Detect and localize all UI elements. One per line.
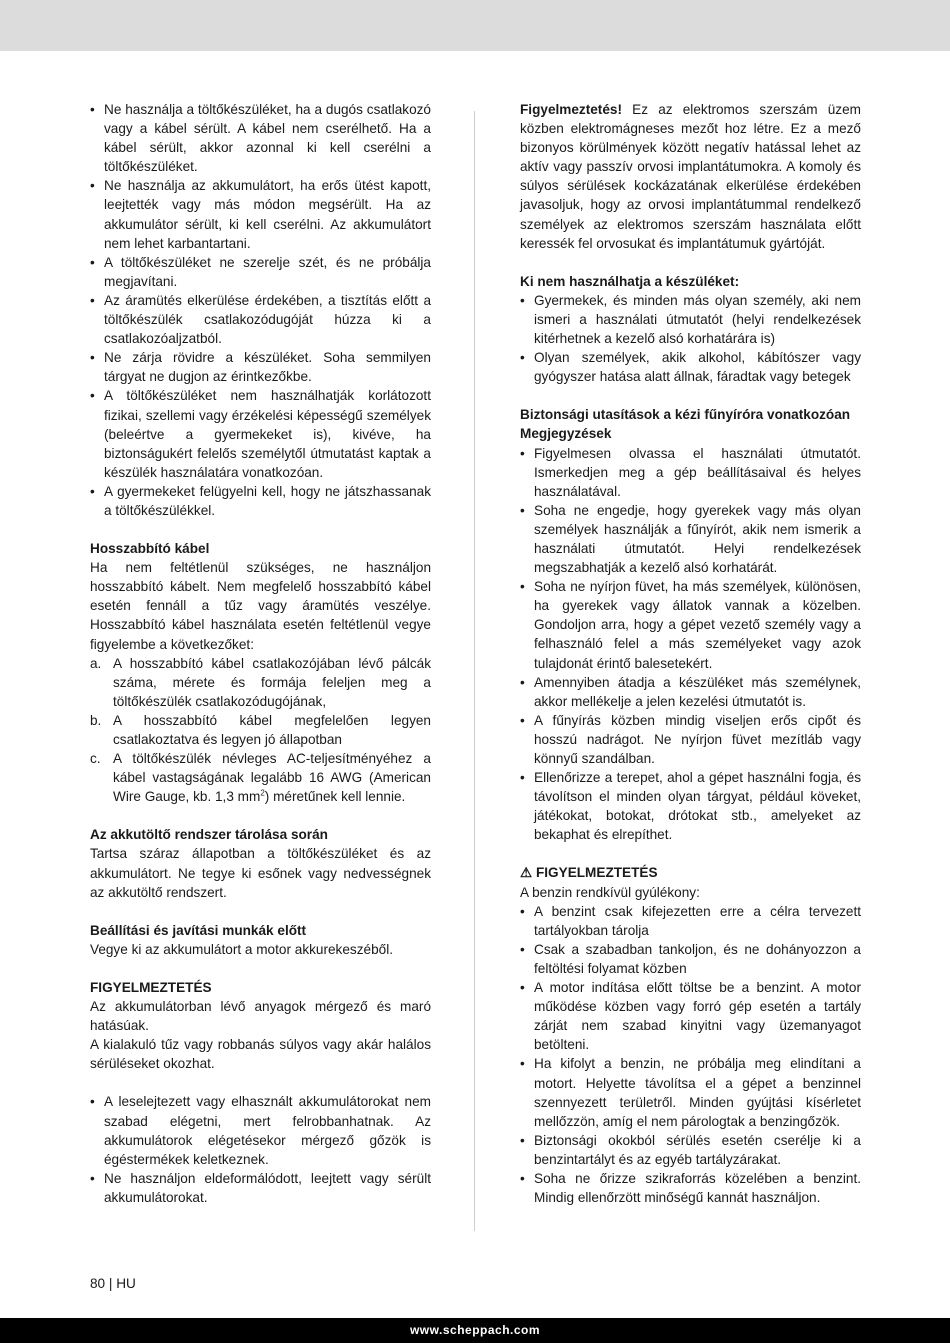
bullet-icon: •: [520, 502, 525, 518]
list-item: • Soha ne nyírjon füvet, ha más személyek, különösen, ha gyerekek vagy állatok vannak a közelben. Gondoljon arra, hogy a gépet vezető személy vagy a felhasználó felel a más személyeket vagy azok tulajdonát érintő balesetekért.: [520, 579, 861, 671]
list-item: • A leselejtezett vagy elhasznált akkumulátorokat nem szabad elégetni, mert felrobbanhatnak. Az akkumulátorok elégetésekor mérgező gőzök is égéstermékek keletkeznek.: [90, 1094, 431, 1167]
extension-cable-list: [90, 654, 431, 807]
bullet-icon: •: [520, 292, 525, 308]
footer-bar: [0, 1318, 950, 1343]
setup-heading: Beállítási és javítási munkák előtt: [90, 922, 307, 938]
notes-heading: Megjegyzések: [520, 426, 612, 442]
list-item: • Ha kifolyt a benzin, ne próbálja meg elindítani a motort. Helyette távolítsa el a gépet a benzinnel szennyezett területről. Minden gyújtási kísérletet mellőzzön, amíg el nem párologtak a benzingőzök.: [520, 1056, 861, 1129]
fuel-list: [520, 902, 861, 1208]
bullet-icon: •: [90, 254, 95, 270]
setup-text: Vegye ki az akkumulátort a motor akkurekeszéből.: [90, 941, 393, 957]
list-marker: c.: [90, 751, 101, 767]
storage-heading: Az akkutöltő rendszer tárolása során: [90, 827, 328, 843]
list-marker: b.: [90, 712, 102, 728]
list-item: • Gyermekek, és minden más olyan személy, aki nem ismeri a használati útmutatót (helyi rendelkezések kitérhetnek a kezelő alsó korhatárára is): [520, 292, 861, 347]
battery-disposal-list: [90, 1092, 431, 1207]
emf-warning-label: Figyelmeztetés!: [520, 102, 622, 117]
bullet-icon: •: [90, 388, 95, 404]
bullet-icon: •: [520, 445, 525, 461]
bullet-icon: •: [90, 483, 95, 499]
list-marker: a.: [90, 655, 102, 671]
storage-text: Tartsa száraz állapotban a töltőkészüléket és az akkumulátort. Ne tegye ki esőnek vagy nedvességnek az akkutöltő rendszert.: [90, 846, 431, 900]
bullet-icon: •: [90, 1170, 95, 1186]
right-column: [520, 100, 861, 1207]
bullet-icon: •: [90, 178, 95, 194]
bullet-icon: •: [520, 674, 525, 690]
list-item: • A motor indítása előtt töltse be a benzint. A motor működése közben vagy forró gép esetén a tartály zárját nem szabad kinyitni vagy üzemanyagot betölteni.: [520, 980, 861, 1053]
notes-list: [520, 444, 861, 845]
bullet-icon: •: [520, 579, 525, 595]
list-item: • A töltőkészüléket nem használhatják korlátozott fizikai, szellemi vagy érzékelési képességű személyek (beleértve a gyermekeket is), kivéve, ha biztonságukért felelős személytől útmutatást kaptak a készülék használatára vonatkozóan.: [90, 388, 431, 480]
list-item: • Ellenőrizze a terepet, ahol a gépet használni fogja, és távolítson el minden olyan tárgyat, például köveket, játékokat, botokat, drótokat stb., amelyeket az bekaphat és elrepíthet.: [520, 770, 861, 843]
bullet-icon: •: [520, 1132, 525, 1148]
bullet-icon: •: [520, 770, 525, 786]
column-divider: [474, 111, 475, 1231]
page-number: 80 | HU: [90, 1276, 136, 1291]
list-item: • Amennyiben átadja a készüléket más személynek, akkor mellékelje a jelen kezelési útmutatót is.: [520, 674, 861, 709]
list-item: • Soha ne őrizze szikraforrás közelében a benzint. Mindig ellenőrzött minőségű kannát használjon.: [520, 1170, 861, 1206]
list-item: • A fűnyírás közben mindig viseljen erős cipőt és hosszú nadrágot. Ne nyírjon füvet mezítláb vagy könnyű szandálban.: [520, 712, 861, 766]
bullet-icon: •: [90, 1094, 95, 1110]
fuel-intro: A benzin rendkívül gyúlékony:: [520, 884, 700, 900]
left-column: [90, 100, 431, 1207]
bullet-icon: •: [520, 712, 525, 728]
list-item: • A benzint csak kifejezetten erre a célra tervezett tartályokban tárolja: [520, 903, 861, 938]
warning-text: Az akkumulátorban lévő anyagok mérgező és maró hatásúak.: [90, 999, 431, 1034]
warning-triangle-icon: ⚠: [520, 865, 533, 881]
list-item: • Ne használjon eldeformálódott, leejtett vagy sérült akkumulátorokat.: [90, 1170, 431, 1205]
top-header-bar: [0, 0, 950, 51]
list-item: a. A hosszabbító kábel csatlakozójában lévő pálcák száma, mérete és formája feleljen meg a töltőkészülék csatlakozódugójának,: [90, 655, 431, 709]
charger-safety-list: [90, 100, 431, 520]
warning-heading: FIGYELMEZTETÉS: [90, 979, 212, 995]
list-item: b. A hosszabbító kábel megfelelően legyen csatlakoztatva és legyen jó állapotban: [90, 712, 431, 747]
list-item: c. A töltőkészülék névleges AC-teljesítményéhez a kábel vastagságának legalább 16 AWG (American Wire Gauge, kb. 1,3 $mm^2$) méretűnek kell lennie.: [90, 751, 431, 805]
emf-warning-paragraph: Figyelmeztetés! Ez az elektromos szerszám üzem közben elektromágneses mezőt hoz létre. Ez a mező bizonyos körülmények között negatív hatással lehet az aktív vagy passzív orvosi implantátumokra. A komoly és súlyos sérülések kockázatának elkerülése érdekében javasoljuk, hogy az orvosi implantátummal rendelkező személyek az elektromos szerszám használata előtt keressék fel orvosukat és implantátumuk gyártóját.: [520, 102, 861, 251]
extension-cable-text: Ha nem feltétlenül szükséges, ne használjon hosszabbító kábelt. Nem megfelelő hosszabbító kábel esetén fennáll a tűz vagy áramütés veszélye. Hosszabbító kábel használata esetén feltétlenül vegye figyelembe a következőket:: [90, 560, 431, 652]
list-item: • Csak a szabadban tankoljon, és ne dohányozzon a feltöltési folyamat közben: [520, 941, 861, 976]
list-item: • Ne használja a töltőkészüléket, ha a dugós csatlakozó vagy a kábel sérült. A kábel nem cserélhető. Ha a kábel sérült, akkor azonnal ki kell cserélni a töltőkészüléket.: [90, 102, 431, 175]
bullet-icon: •: [90, 102, 95, 117]
list-item: • Olyan személyek, akik alkohol, kábítószer vagy gyógyszer hatása alatt állnak, fáradtak vagy betegek: [520, 350, 861, 385]
fuel-warning-heading: ⚠ FIGYELMEZTETÉS: [520, 865, 658, 881]
website-url: www.scheppach.com: [409, 1323, 541, 1337]
bullet-icon: •: [520, 941, 525, 957]
bullet-icon: •: [520, 350, 525, 366]
list-item: • Az áramütés elkerülése érdekében, a tisztítás előtt a töltőkészülék csatlakozódugóját húzza ki a csatlakozóaljzatból.: [90, 292, 431, 347]
list-item: • Figyelmesen olvassa el használati útmutatót. Ismerkedjen meg a gép beállításaival és helyes használatával.: [520, 445, 861, 499]
list-item: • Ne használja az akkumulátort, ha erős ütést kapott, leejtették vagy más módon megsérült. Ha az akkumulátor sérült, ki kell cserélni. Az akkumulátort nem lehet karbantartani.: [90, 178, 431, 251]
warning-text: A kialakuló tűz vagy robbanás súlyos vagy akár halálos sérüléseket okozhat.: [90, 1037, 431, 1072]
mower-safety-heading: Biztonsági utasítások a kézi fűnyíróra vonatkozóan: [520, 407, 851, 423]
bullet-icon: •: [90, 292, 95, 308]
bullet-icon: •: [520, 903, 525, 919]
who-cannot-use-list: [520, 291, 861, 386]
who-cannot-use-heading: Ki nem használhatja a készüléket:: [520, 273, 740, 289]
list-item: • A gyermekeket felügyelni kell, hogy ne játszhassanak a töltőkészülékkel.: [90, 483, 431, 518]
list-item: • A töltőkészüléket ne szerelje szét, és ne próbálja megjavítani.: [90, 254, 431, 289]
bullet-icon: •: [520, 980, 525, 996]
bullet-icon: •: [520, 1056, 525, 1072]
bullet-icon: •: [520, 1170, 525, 1186]
extension-cable-heading: Hosszabbító kábel: [90, 541, 210, 557]
list-item: • Soha ne engedje, hogy gyerekek vagy más olyan személyek használják a fűnyírót, akik nem ismerik a használati útmutatót. Helyi rendelkezések megszabhatják a kezelő alsó korhatárát.: [520, 502, 861, 576]
list-item: • Ne zárja rövidre a készüléket. Soha semmilyen tárgyat ne dugjon az érintkezőkbe.: [90, 350, 431, 385]
bullet-icon: •: [90, 350, 95, 366]
list-item: • Biztonsági okokból sérülés esetén cserélje ki a benzintartályt és az egyéb tartályzárakat.: [520, 1132, 861, 1167]
